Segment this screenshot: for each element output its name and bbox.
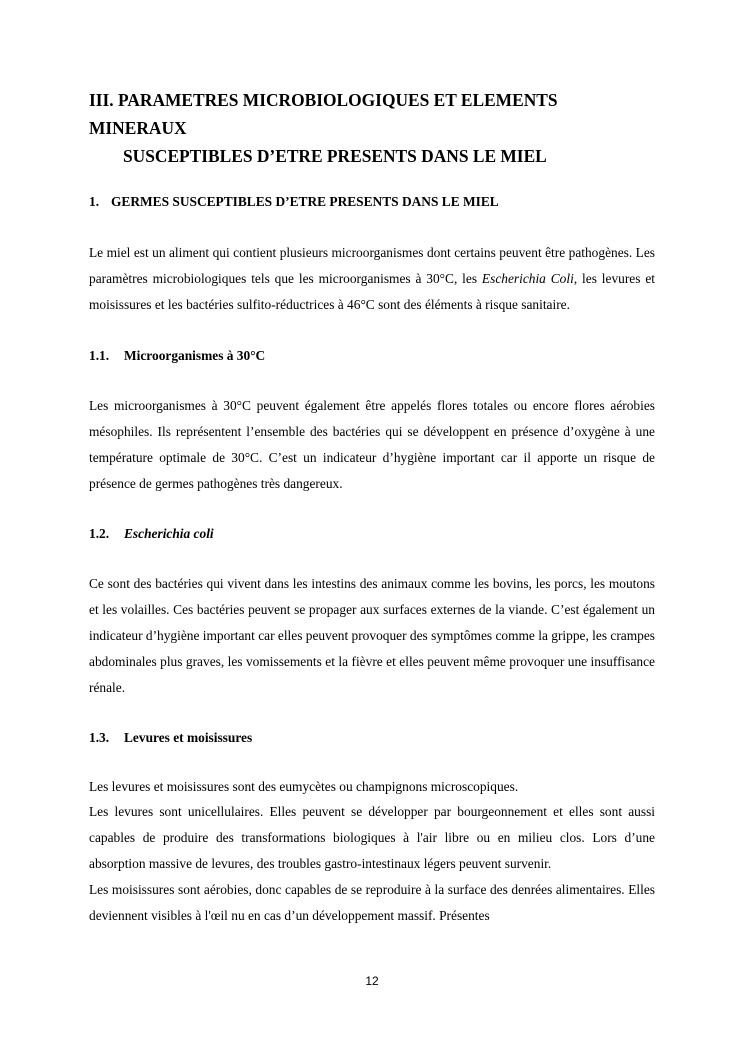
- heading-germes: [89, 192, 655, 212]
- subheading-levures: [89, 728, 655, 748]
- subheading-number: 1.3.: [89, 730, 110, 745]
- microorganismes-paragraph: Les microorganismes à 30°C peuvent également être appelés flores totales ou encore flores aérobies mésophiles. Ils représentent l’ensemble des bactéries qui se développent en présence d’oxygène à une température optimale de 30°C. C’est un indicateur d’hygiène important car il apporte un risque de présence de germes pathogènes très dangereux.: [89, 398, 655, 491]
- subheading-title: Levures et moisissures: [124, 730, 253, 745]
- subheading-title: Escherichia coli: [124, 526, 214, 541]
- heading-number: 1.: [89, 194, 100, 209]
- intro-italic-term: Escherichia Coli: [481, 271, 574, 286]
- intro-text-part2: , les levures et moisissures et les bactéries sulfito-réductrices à 46°C sont des éléments à risque sanitaire.: [89, 271, 655, 312]
- heading-title: GERMES SUSCEPTIBLES D’ETRE PRESENTS DANS LE MIEL: [111, 194, 499, 209]
- subheading-microorganismes: [89, 346, 655, 366]
- levures-paragraph-2: Les levures sont unicellulaires. Elles peuvent se développer par bourgeonnement et elles sont aussi capables de produire des transformations biologiques à l'air libre ou en milieu clos. Lors d’une absorption massive de levures, des troubles gastro-intestinaux légers peuvent survenir.: [89, 804, 655, 871]
- subheading-title: Microorganismes à 30°C: [124, 348, 266, 363]
- intro-text-part1: Le miel est un aliment qui contient plusieurs microorganismes dont certains peuvent être pathogènes. Les paramètres microbiologiques tels que les microorganismes à 30°C, les: [89, 245, 655, 286]
- subheading-number: 1.1.: [89, 348, 110, 363]
- page-content: [89, 86, 655, 929]
- subheading-escherichia: [89, 524, 655, 544]
- levures-paragraph-1: Les levures et moisissures sont des eumycètes ou champignons microscopiques.: [89, 779, 519, 794]
- page-number: 12: [365, 974, 379, 988]
- section-title: [89, 86, 655, 170]
- escherichia-paragraph: Ce sont des bactéries qui vivent dans les intestins des animaux comme les bovins, les porcs, les moutons et les volailles. Ces bactéries peuvent se propager aux surfaces externes de la viande. C’est également un indicateur d’hygiène important car elles peuvent provoquer des symptômes comme la grippe, les crampes abdominales plus graves, les vomissements et la fièvre et elles peuvent même provoquer une insuffisance rénale.: [89, 576, 655, 695]
- section-title-line1: III. PARAMETRES MICROBIOLOGIQUES ET ELEMENTS MINERAUX: [89, 90, 558, 138]
- intro-paragraph: [89, 240, 655, 318]
- section-title-line2: SUSCEPTIBLES D’ETRE PRESENTS DANS LE MIEL: [123, 146, 547, 166]
- levures-paragraph-3: Les moisissures sont aérobies, donc capables de se reproduire à la surface des denrées alimentaires. Elles deviennent visibles à l'œil nu en cas d’un développement massif. Présentes: [89, 882, 655, 923]
- subheading-number: 1.2.: [89, 526, 110, 541]
